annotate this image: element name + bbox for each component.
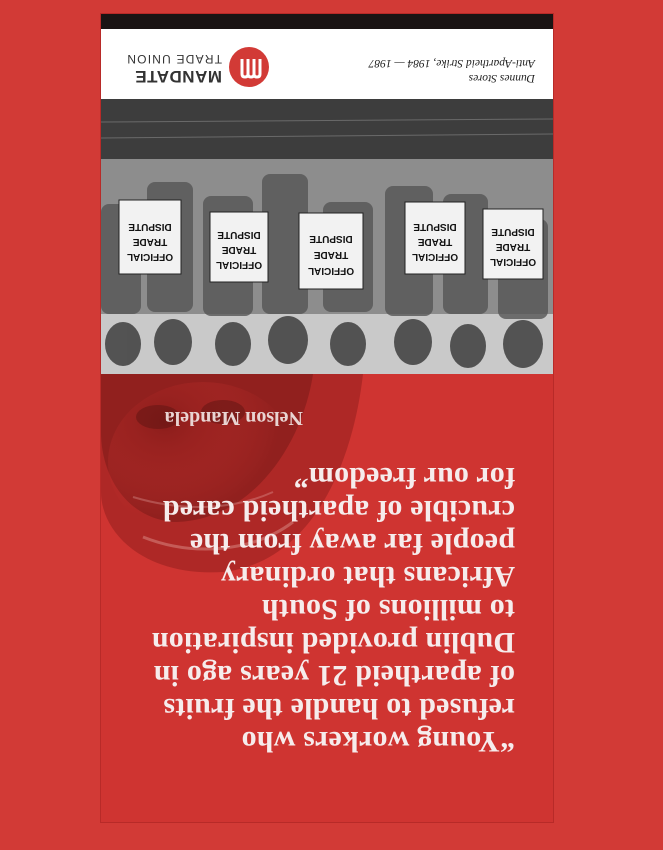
svg-text:DISPUTE: DISPUTE: [217, 229, 261, 240]
placard: [299, 213, 363, 289]
svg-text:DISPUTE: DISPUTE: [413, 221, 457, 232]
strike-photo: [101, 99, 553, 374]
svg-text:OFFICIAL: OFFICIAL: [411, 251, 459, 262]
svg-text:TRADE: TRADE: [495, 241, 531, 252]
placard: [210, 212, 268, 282]
svg-text:OFFICIAL: OFFICIAL: [307, 265, 355, 276]
caption-line: Anti-Apartheid Strike, 1984 — 1987: [368, 57, 535, 69]
caption-line: Dunnes Stores: [468, 72, 535, 84]
logo-subtitle: TRADE UNION: [126, 52, 222, 66]
svg-text:OFFICIAL: OFFICIAL: [126, 251, 174, 262]
quote-line: of apartheid 21 years ago in: [153, 659, 515, 692]
photo-caption: [345, 55, 535, 85]
logo-brand: MANDATE: [134, 67, 222, 86]
quote-line: refused to handle the fruits: [163, 692, 515, 725]
quote-line: “Young workers who: [241, 725, 515, 758]
quote-line: people far away from the: [189, 527, 515, 560]
mandela-quote: [135, 461, 515, 758]
quote-attribution: Nelson Mandela: [164, 407, 303, 429]
quote-line: crucible of apartheid cared: [162, 494, 515, 527]
mandate-m-logo-icon: [228, 46, 270, 88]
mandate-logo: [120, 40, 270, 90]
svg-text:TRADE: TRADE: [313, 249, 349, 260]
quote-line: Africans that ordinary: [220, 560, 515, 593]
svg-text:DISPUTE: DISPUTE: [491, 226, 535, 237]
svg-text:OFFICIAL: OFFICIAL: [215, 259, 263, 270]
poster-footer: [101, 29, 553, 99]
placard: [405, 202, 465, 274]
svg-text:TRADE: TRADE: [132, 236, 168, 247]
poster-dark-band: [101, 14, 553, 29]
svg-text:DISPUTE: DISPUTE: [309, 233, 353, 244]
quote-line: to millions of South: [261, 593, 515, 626]
svg-text:OFFICIAL: OFFICIAL: [489, 256, 537, 267]
quote-line: Dublin provided inspiration: [151, 626, 515, 659]
poster: [101, 14, 553, 822]
svg-text:DISPUTE: DISPUTE: [128, 221, 172, 232]
placard: [483, 209, 543, 279]
svg-text:TRADE: TRADE: [221, 244, 257, 255]
placard: [119, 200, 181, 274]
quote-line: for our freedom”: [293, 461, 515, 494]
svg-text:TRADE: TRADE: [417, 236, 453, 247]
